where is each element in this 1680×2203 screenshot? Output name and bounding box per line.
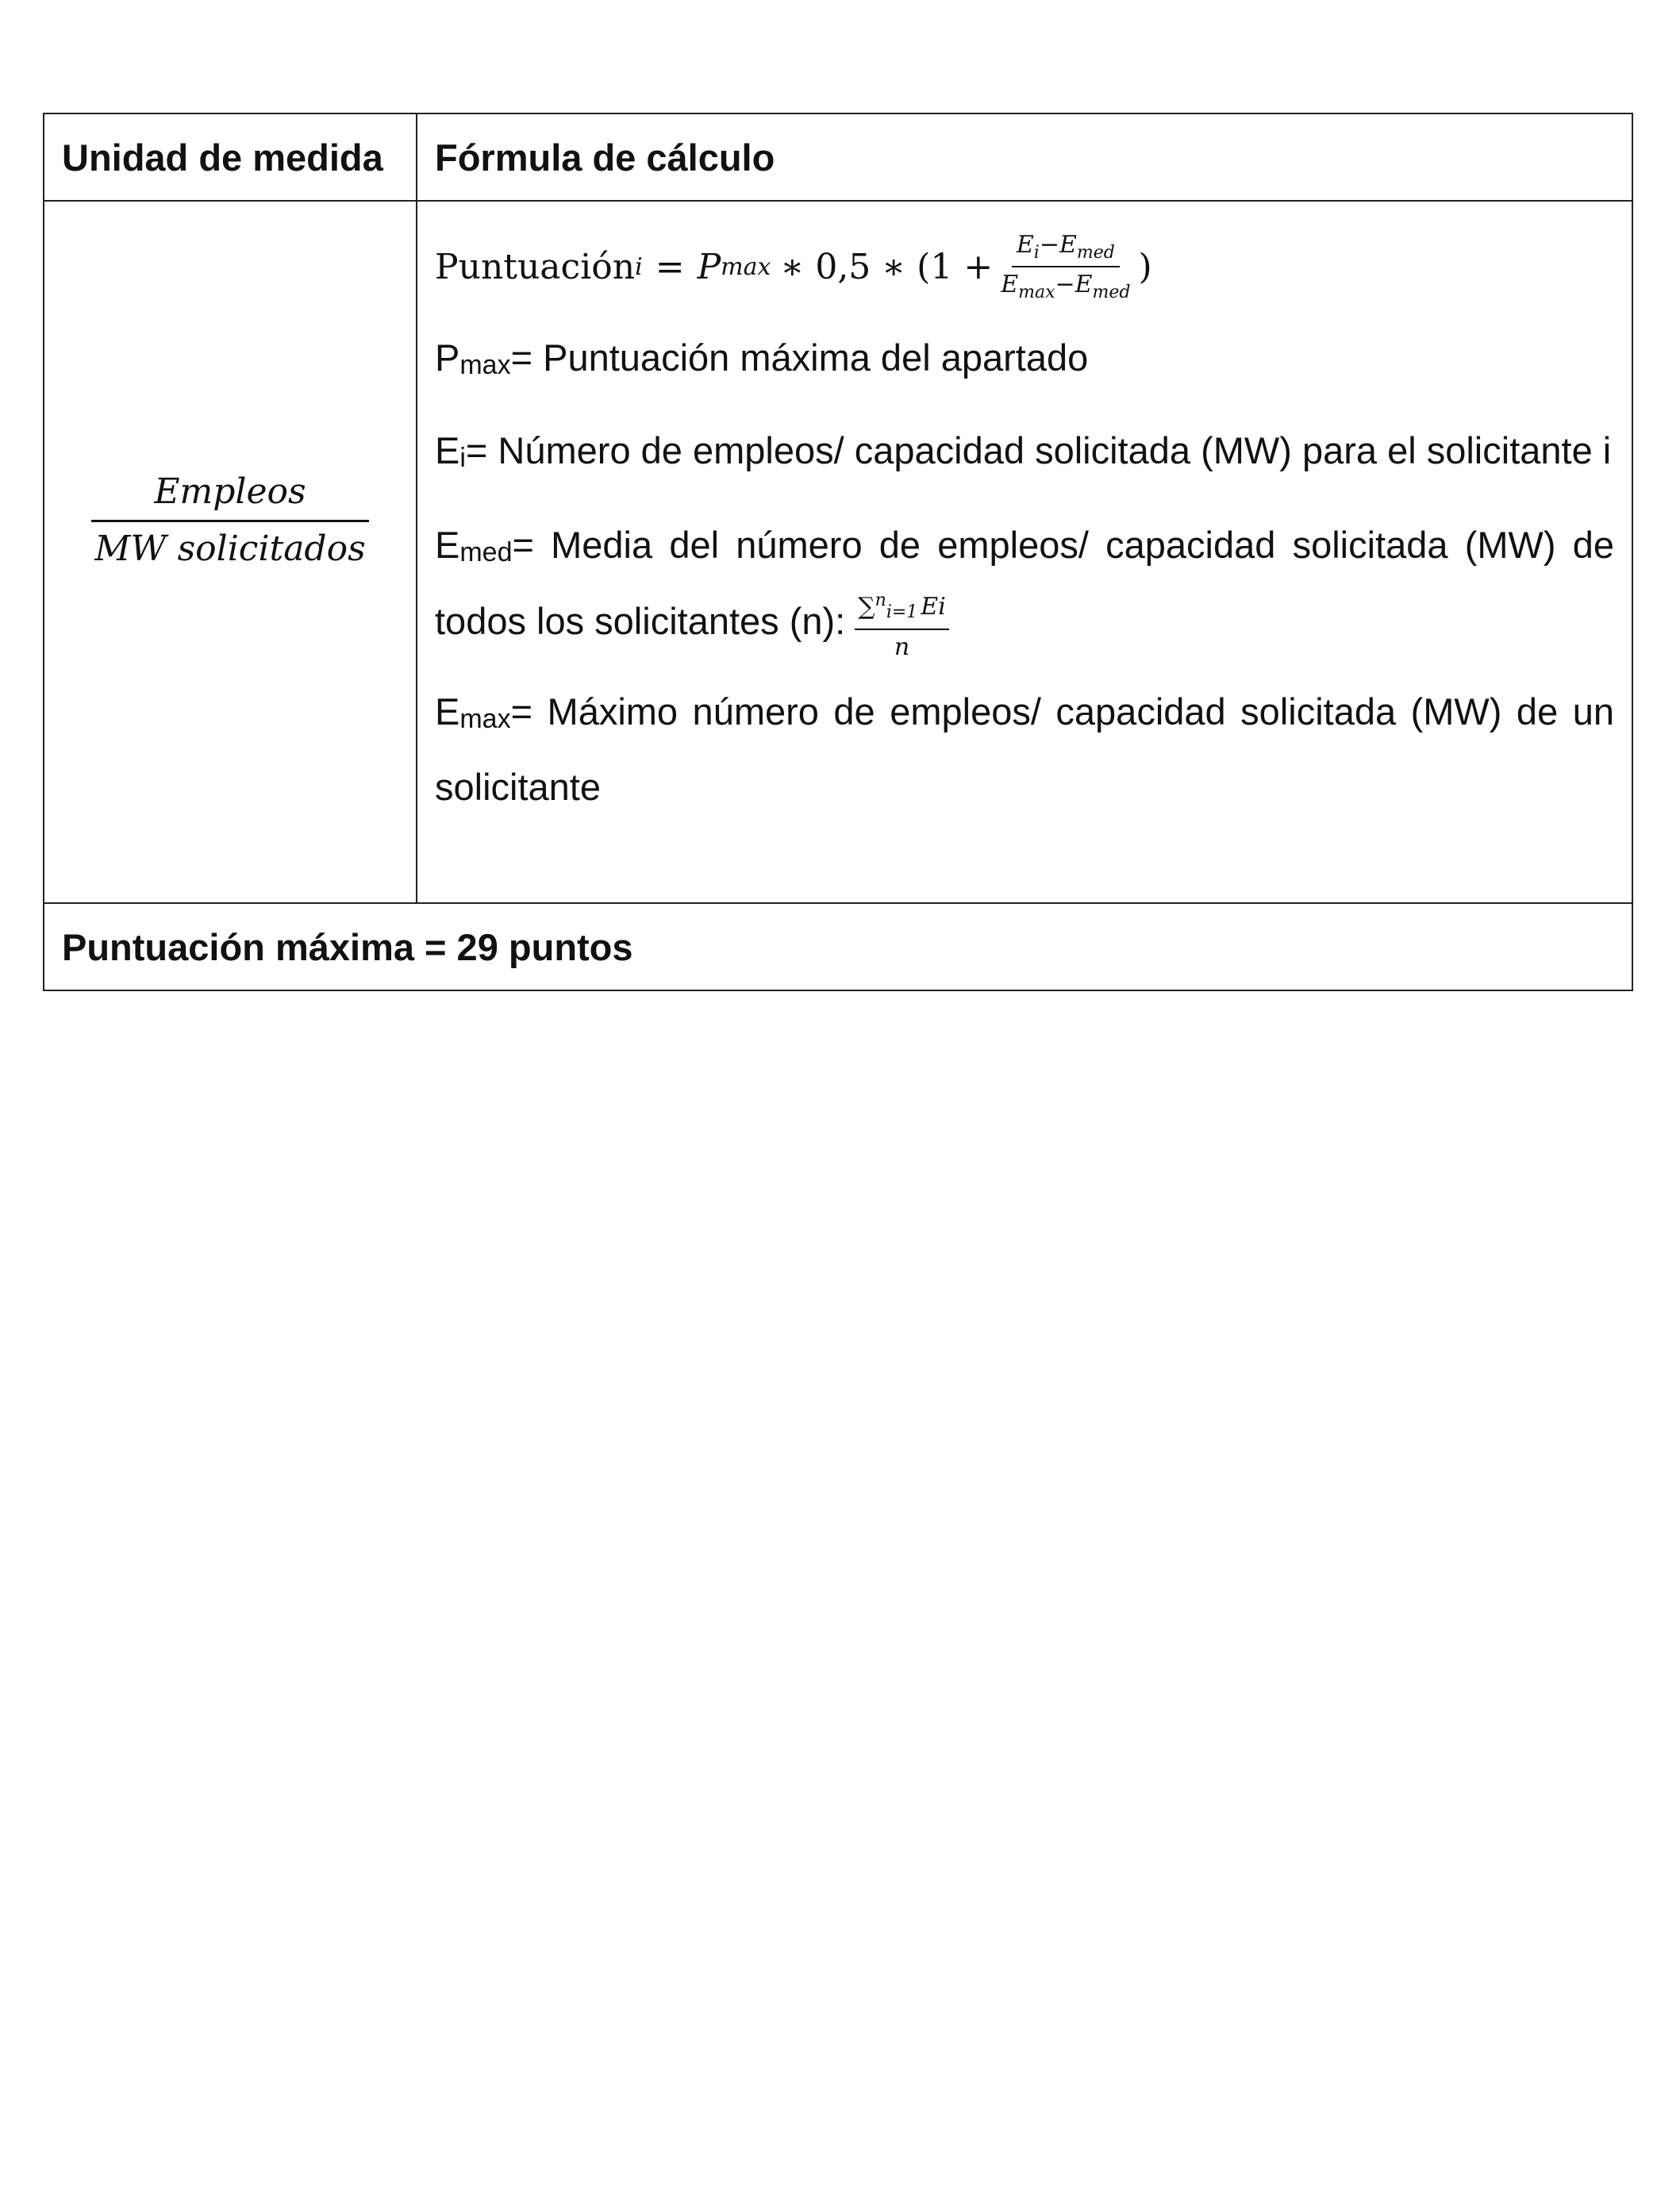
scoring-criteria-table	[43, 113, 1633, 991]
emed-sub: med	[459, 537, 513, 567]
sum-symbol: ∑	[858, 593, 875, 621]
ei-text: = Número de empleos/ capacidad solicitada (MW) para el solicitante i	[465, 429, 1612, 471]
definition-ei	[435, 417, 1614, 492]
header-unit-cell	[44, 113, 417, 201]
equation-p-symbol: P	[697, 246, 721, 287]
definition-emax	[435, 678, 1614, 840]
sum-sub: i=1	[886, 602, 918, 622]
sum-sup: n	[875, 590, 886, 610]
max-score-cell	[44, 903, 1632, 990]
emax-symbol: E	[435, 690, 460, 732]
header-formula-label: Fórmula de cálculo	[435, 136, 775, 179]
mean-fraction	[855, 586, 949, 662]
pmax-sub: max	[459, 350, 511, 380]
pmax-symbol: P	[435, 336, 460, 379]
table-body-row	[44, 201, 1632, 903]
table-footer-row	[44, 903, 1632, 990]
frac-den-minus: −E	[1055, 271, 1093, 298]
table-header-row	[44, 113, 1632, 201]
equation-times-half: ∗ 0,5 ∗ (1 +	[780, 246, 994, 287]
unit-fraction	[91, 471, 368, 569]
emax-sub: max	[459, 704, 511, 734]
emed-text: = Media del número de empleos/ capacidad solicitada (MW) de todos los solicitantes (n):	[435, 524, 1614, 642]
frac-den-e: E	[1001, 271, 1019, 298]
max-score-text: Puntuación máxima = 29 puntos	[62, 925, 633, 968]
equation-score-word: Puntuación	[435, 246, 636, 287]
equation-p-sub: max	[721, 252, 771, 281]
emax-text: = Máximo número de empleos/ capacidad solicitada (MW) de un solicitante	[435, 690, 1614, 808]
ei-symbol: E	[435, 429, 460, 471]
unit-denominator: MW solicitados	[94, 529, 366, 569]
frac-num-e: E	[1016, 231, 1034, 259]
equation-score-index: i	[635, 252, 643, 281]
unit-cell	[44, 201, 417, 903]
emed-symbol: E	[435, 524, 460, 566]
mean-fraction-denominator: n	[894, 633, 910, 661]
equation-fraction-numerator	[1012, 231, 1120, 267]
header-unit-label: Unidad de medida	[62, 136, 383, 179]
equation-close-paren: )	[1138, 246, 1152, 287]
frac-den-med-sub: med	[1092, 283, 1131, 302]
equation-fraction	[996, 231, 1135, 302]
definition-pmax	[435, 324, 1614, 399]
frac-den-max-sub: max	[1018, 283, 1055, 302]
pmax-text: = Puntuación máxima del apartado	[510, 336, 1089, 379]
definition-emed	[435, 511, 1614, 662]
frac-num-minus: −E	[1039, 231, 1077, 259]
header-formula-cell	[417, 113, 1632, 201]
ei-sub: i	[459, 443, 466, 473]
unit-numerator: Empleos	[91, 471, 368, 522]
mean-fraction-numerator	[855, 586, 949, 630]
frac-num-med-sub: med	[1076, 243, 1115, 263]
score-equation	[435, 221, 1614, 313]
equation-equals: =	[655, 246, 685, 287]
equation-fraction-denominator	[996, 267, 1135, 302]
formula-cell	[417, 201, 1632, 903]
sum-term: Ei	[921, 593, 946, 621]
frac-num-e-sub: i	[1033, 243, 1040, 263]
